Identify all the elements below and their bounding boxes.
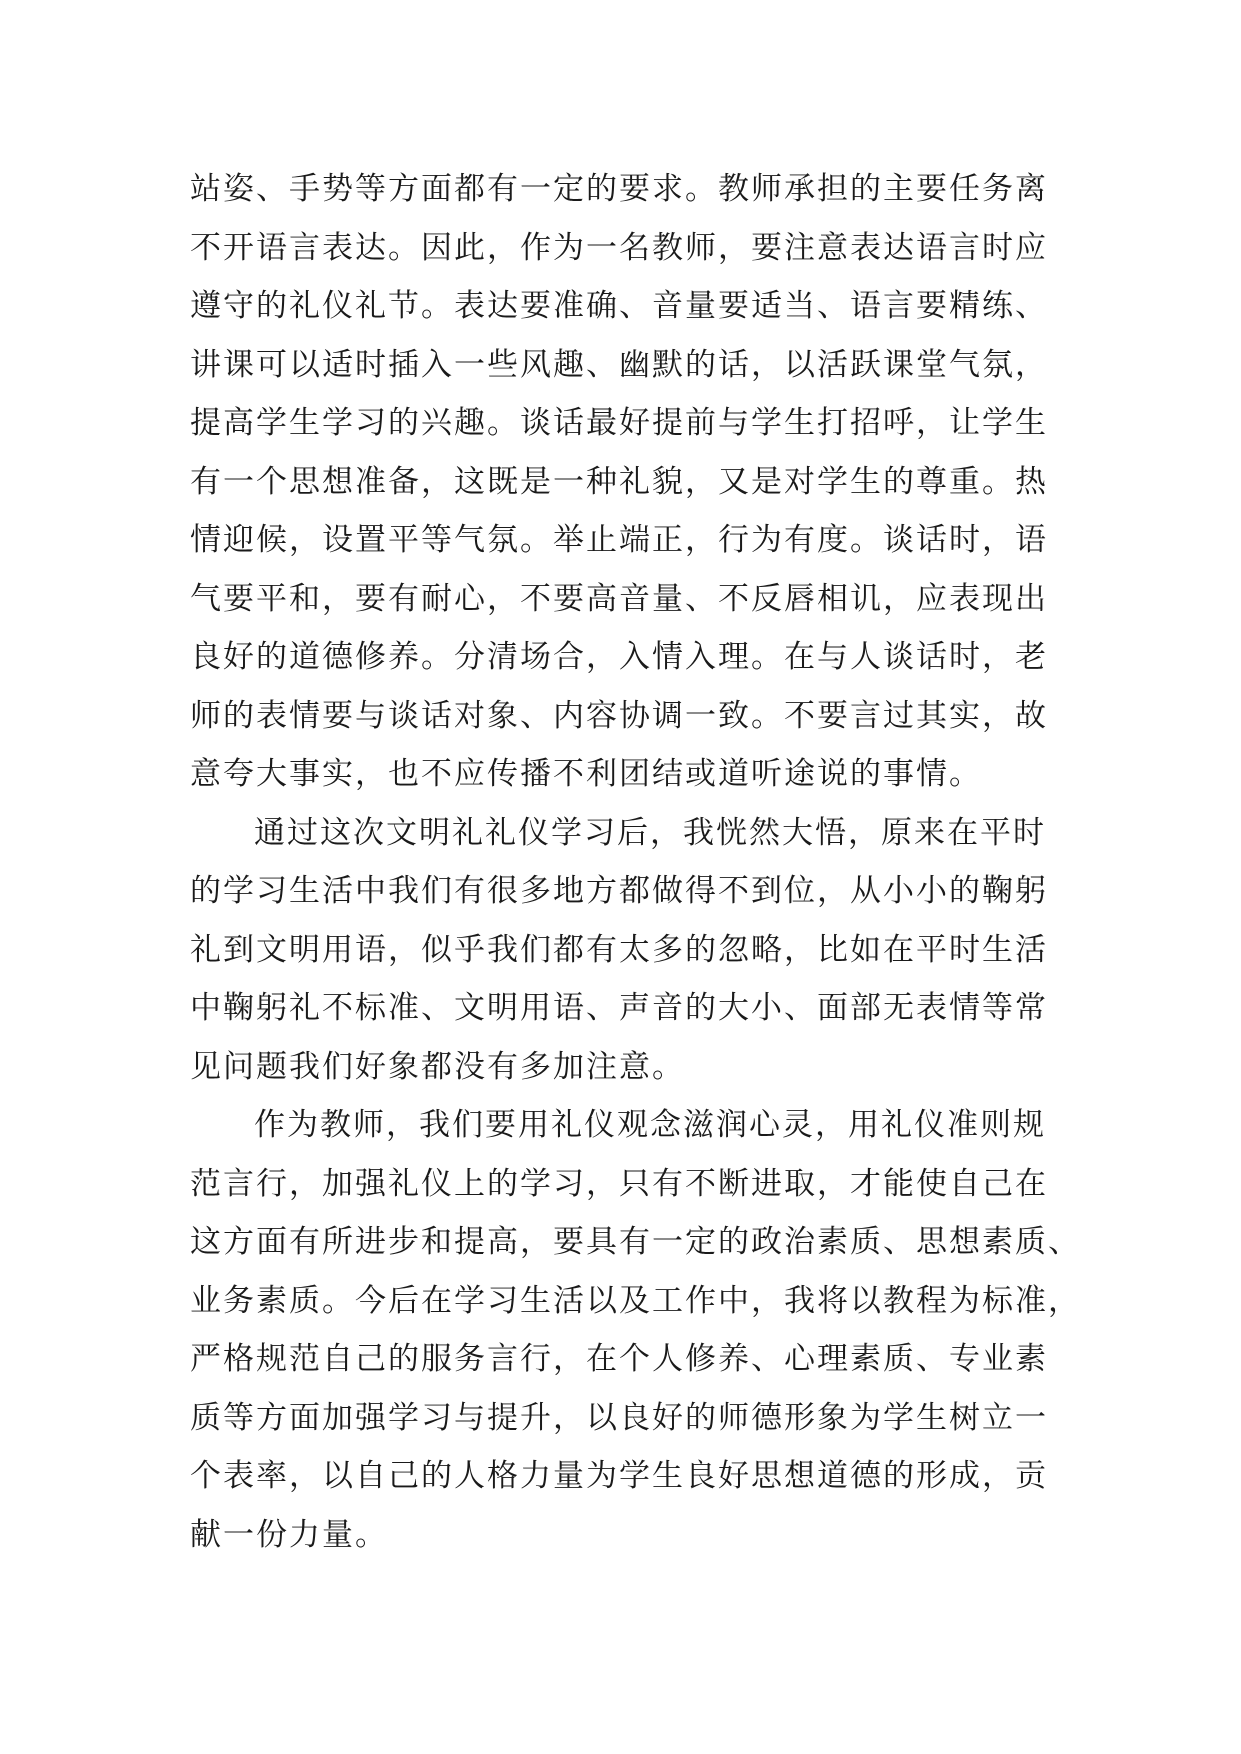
- text-line: 个表率，以自己的人格力量为学生良好思想道德的形成，贡: [190, 1458, 1048, 1494]
- text-line: 见问题我们好象都没有多加注意。: [190, 1048, 685, 1085]
- text-line: 质等方面加强学习与提升，以良好的师德形象为学生树立一: [190, 1399, 1048, 1436]
- text-line-first: 通过这次文明礼礼仪学习后，我恍然大悟，原来在平时: [254, 814, 1046, 851]
- paragraph-3: [190, 1096, 1081, 1564]
- paragraph-1: [190, 160, 1060, 804]
- text-line: 的学习生活中我们有很多地方都做得不到位，从小小的鞠躬: [190, 873, 1048, 909]
- text-line: 师的表情要与谈话对象、内容协调一致。不要言过其实，故: [190, 697, 1048, 734]
- text-line: 提高学生学习的兴趣。谈话最好提前与学生打招呼，让学生: [190, 405, 1048, 441]
- text-line: 站姿、手势等方面都有一定的要求。教师承担的主要任务离: [190, 171, 1048, 207]
- text-line: 遵守的礼仪礼节。表达要准确、音量要适当、语言要精练、: [190, 288, 1048, 324]
- document-body: [190, 160, 1081, 1564]
- text-line: 有一个思想准备，这既是一种礼貌，又是对学生的尊重。热: [190, 463, 1048, 500]
- text-line: 范言行，加强礼仪上的学习，只有不断进取，才能使自己在: [190, 1165, 1048, 1202]
- text-line: 讲课可以适时插入一些风趣、幽默的话，以活跃课堂气氛，: [190, 346, 1048, 383]
- text-line: 这方面有所进步和提高，要具有一定的政治素质、思想素质、: [190, 1224, 1081, 1260]
- text-line-first: 作为教师，我们要用礼仪观念滋润心灵，用礼仪准则规: [254, 1107, 1046, 1143]
- text-line: 献一份力量。: [190, 1516, 388, 1553]
- text-line: 气要平和，要有耐心，不要高音量、不反唇相讥，应表现出: [190, 580, 1048, 617]
- text-line: 严格规范自己的服务言行，在个人修养、心理素质、专业素: [190, 1341, 1048, 1377]
- text-line: 不开语言表达。因此，作为一名教师，要注意表达语言时应: [190, 229, 1048, 266]
- text-line: 中鞠躬礼不标准、文明用语、声音的大小、面部无表情等常: [190, 990, 1048, 1026]
- paragraph-2: [190, 804, 1060, 1097]
- text-line: 情迎候，设置平等气氛。举止端正，行为有度。谈话时，语: [190, 522, 1048, 558]
- text-line: 礼到文明用语，似乎我们都有太多的忽略，比如在平时生活: [190, 931, 1048, 968]
- text-line: 业务素质。今后在学习生活以及工作中，我将以教程为标准，: [190, 1282, 1081, 1319]
- text-line: 良好的道德修养。分清场合，入情入理。在与人谈话时，老: [190, 639, 1048, 675]
- text-line: 意夸大事实，也不应传播不利团结或道听途说的事情。: [190, 756, 982, 792]
